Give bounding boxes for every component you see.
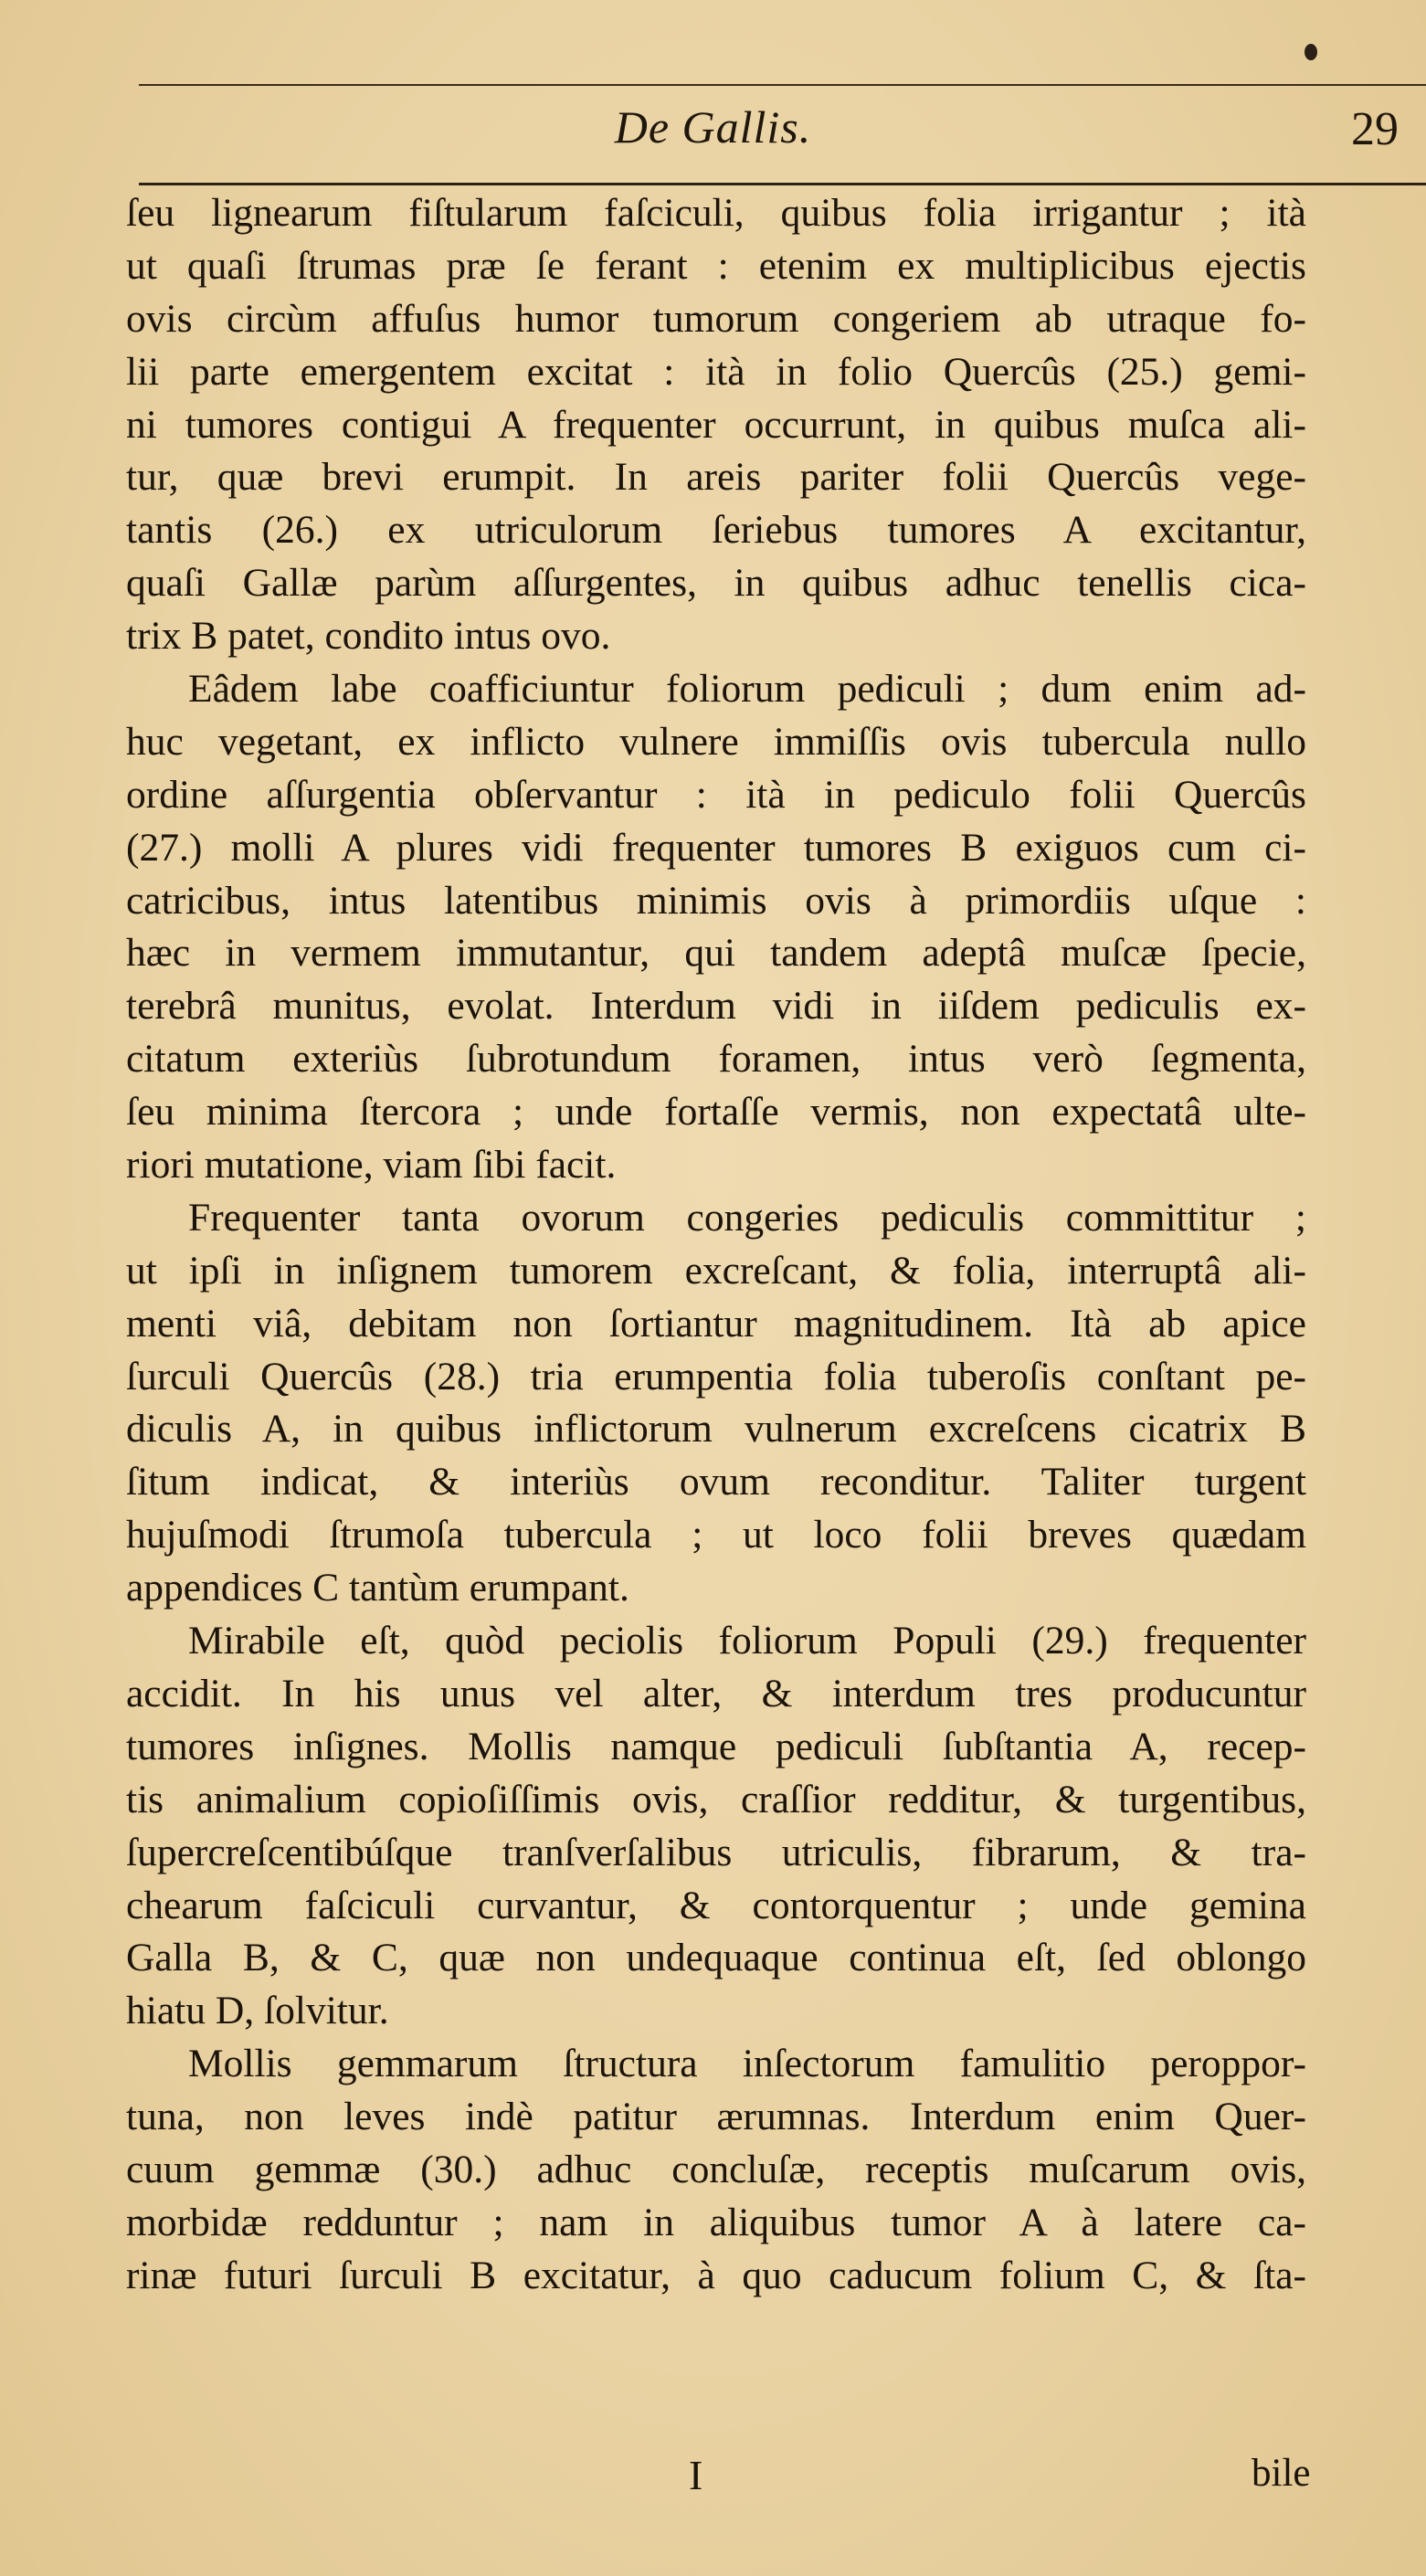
page-number: 29 xyxy=(1351,103,1399,155)
paragraph xyxy=(126,2038,1306,2302)
text-line: Mirabile eſt, quòd peciolis foliorum Populi (29.) frequenter xyxy=(188,1619,1306,1663)
text-line: hæc in vermem immutantur, qui tandem adeptâ muſcæ ſpecie, xyxy=(126,931,1306,976)
text-line: ovis circùm affuſus humor tumorum congeriem ab utraque fo- xyxy=(126,296,1306,341)
text-line: tis animalium copioſiſſimis ovis, craſſior redditur, & turgentibus, xyxy=(126,1777,1306,1821)
text-line: huc vegetant, ex inflicto vulnere immiſſis ovis tubercula nullo xyxy=(126,719,1306,764)
text-line: terebrâ munitus, evolat. Interdum vidi in iiſdem pediculis ex- xyxy=(126,984,1306,1029)
running-head: De Gallis. xyxy=(614,101,812,153)
text-line: quaſi Gallæ parùm aſſurgentes, in quibus adhuc tenellis cica- xyxy=(126,561,1306,606)
text-line: ut quaſi ſtrumas præ ſe ferant : etenim ex multiplicibus ejectis xyxy=(126,243,1306,288)
text-line: hiatu D, ſolvitur. xyxy=(126,1989,389,2033)
text-line: Mollis gemmarum ſtructura inſectorum famulitio peroppor- xyxy=(188,2042,1306,2086)
text-line: tumores inſignes. Mollis namque pediculi ſubſtantia A, recep- xyxy=(126,1724,1306,1768)
text-line: Galla B, & C, quæ non undequaque continua eſt, ſed oblongo xyxy=(126,1936,1306,1980)
text-line: lii parte emergentem excitat : ità in folio Quercûs (25.) gemi- xyxy=(126,349,1306,394)
text-line: menti viâ, debitam non ſortiantur magnitudinem. Ità ab apice xyxy=(126,1301,1306,1346)
text-line: rinæ futuri ſurculi B excitatur, à quo caducum folium C, & ſta- xyxy=(126,2253,1306,2297)
text-line: ſupercreſcentibúſque tranſverſalibus utriculis, fibrarum, & tra- xyxy=(126,1830,1306,1874)
paragraph xyxy=(126,1615,1306,2038)
text-line: trix B patet, condito intus ovo. xyxy=(126,614,611,659)
text-line: ni tumores contigui A frequenter occurrunt, in quibus muſca ali- xyxy=(126,402,1306,447)
text-line: ſitum indicat, & interiùs ovum reconditur. Taliter turgent xyxy=(126,1460,1306,1504)
body-text xyxy=(126,187,1306,2303)
paragraph xyxy=(126,1192,1306,1615)
text-line: chearum faſciculi curvantur, & contorquentur ; unde gemina xyxy=(126,1883,1306,1927)
text-line: Eâdem labe coafficiuntur foliorum pediculi ; dum enim ad- xyxy=(188,667,1306,712)
signature-mark: I xyxy=(689,2452,703,2498)
text-line: ſurculi Quercûs (28.) tria erumpentia folia tuberoſis conſtant pe- xyxy=(126,1354,1306,1399)
text-line: tuna, non leves indè patitur ærumnas. Interdum enim Quer- xyxy=(126,2095,1306,2139)
paragraph xyxy=(126,663,1306,1192)
text-line: ut ipſi in inſignem tumorem excreſcant, & folia, interruptâ ali- xyxy=(126,1248,1306,1293)
text-line: morbidæ redduntur ; nam in aliquibus tumor A à latere ca- xyxy=(126,2200,1306,2244)
text-line: appendices C tantùm erumpant. xyxy=(126,1566,629,1610)
text-line: ordine aſſurgentia obſervantur : ità in pediculo folii Quercûs xyxy=(126,772,1306,817)
text-line: (27.) molli A plures vidi frequenter tumores B exiguos cum ci- xyxy=(126,825,1306,870)
catchword: bile xyxy=(1252,2452,1311,2495)
text-line: hujuſmodi ſtrumoſa tubercula ; ut loco folii breves quædam xyxy=(126,1513,1306,1557)
text-line: ſeu lignearum fiſtularum faſciculi, quibus folia irrigantur ; ità xyxy=(126,191,1306,235)
text-line: riori mutatione, viam ſibi facit. xyxy=(126,1143,617,1188)
text-line: citatum exteriùs ſubrotundum foramen, intus verò ſegmenta, xyxy=(126,1037,1306,1082)
text-line: ſeu minima ſtercora ; unde fortaſſe vermis, non expectatâ ulte- xyxy=(126,1090,1306,1135)
text-line: accidit. In his unus vel alter, & interdum tres producuntur xyxy=(126,1671,1306,1716)
header-bottom-rule xyxy=(139,183,1426,185)
header-top-rule xyxy=(139,84,1426,86)
text-line: tantis (26.) ex utriculorum ſeriebus tumores A excitantur, xyxy=(126,508,1306,553)
text-line: cuum gemmæ (30.) adhuc concluſæ, receptis muſcarum ovis, xyxy=(126,2147,1306,2191)
text-line: diculis A, in quibus inflictorum vulnerum excreſcens cicatrix B xyxy=(126,1407,1306,1452)
paragraph xyxy=(126,187,1306,663)
text-line: catricibus, intus latentibus minimis ovis à primordiis uſque : xyxy=(126,878,1306,923)
text-line: tur, quæ brevi erumpit. In areis pariter folii Quercûs vege- xyxy=(126,455,1306,500)
text-line: Frequenter tanta ovorum congeries pediculis committitur ; xyxy=(188,1195,1306,1240)
ink-spot xyxy=(1305,44,1317,60)
